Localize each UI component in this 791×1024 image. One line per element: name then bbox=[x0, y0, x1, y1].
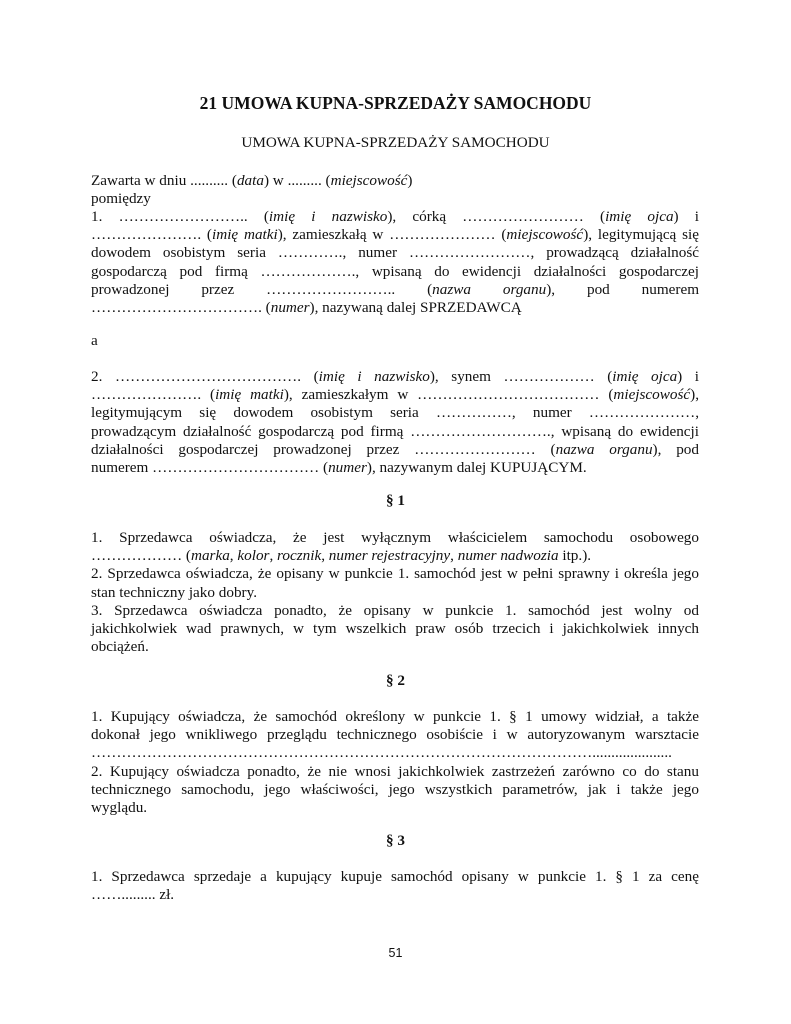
section-2-p2-line-1: 2. Kupujący oświadcza ponadto, że nie wnosi jakichkolwiek zastrzeżeń zarówno co do stanu bbox=[91, 762, 699, 780]
document-title: 21 UMOWA KUPNA-SPRZEDAŻY SAMOCHODU bbox=[199, 93, 592, 113]
section-1-p2-line-2: stan techniczny jako dobry. bbox=[91, 583, 258, 601]
section-2-p1-line-1: 1. Kupujący oświadcza, że samochód określony w punkcie 1. § 1 umowy widział, a także bbox=[91, 708, 699, 725]
section-3-p1-line-2: ……......... zł. bbox=[91, 886, 175, 904]
party-1-line-5: prowadzonej przez …………………….. (nazwa organu), pod numerem bbox=[91, 280, 700, 298]
intro-line-2: pomiędzy bbox=[91, 190, 151, 208]
section-2-p1-line-3: ………………………………………………………………………………………..................... bbox=[91, 744, 672, 762]
conjunction-text: a bbox=[91, 332, 98, 349]
section-2-p1-line-2: dokonał jego wnikliwego przeglądu technicznego osobiście i w autoryzowanym warsztacie bbox=[91, 726, 699, 744]
party-1-block bbox=[91, 208, 699, 317]
party-1-line-1: 1. …………………….. (imię i nazwisko), córką …………………… (imię ojca) i bbox=[91, 208, 700, 225]
section-1-p3-line-3: obciążeń. bbox=[91, 638, 149, 656]
section-3-heading: § 3 bbox=[386, 832, 405, 849]
page-number: 51 bbox=[388, 946, 403, 960]
party-2-line-1: 2. ………………………………. (imię i nazwisko), synem ……………… (imię ojca) i bbox=[91, 368, 700, 385]
conjunction bbox=[91, 332, 699, 350]
section-1-block bbox=[91, 529, 699, 656]
section-2-block bbox=[91, 708, 699, 817]
party-1-line-3: dowodem osobistym seria …………., numer ……………………, prowadzącą działalność bbox=[91, 244, 699, 262]
party-2-block bbox=[91, 368, 699, 477]
section-1-p1-line-1: 1. Sprzedawca oświadcza, że jest wyłącznym właścicielem samochodu osobowego bbox=[91, 529, 699, 546]
section-1-p3-line-1: 3. Sprzedawca oświadcza ponadto, że opisany w punkcie 1. samochód jest wolny od bbox=[91, 601, 699, 619]
party-2-line-3: legitymującym się dowodem osobistym seria ……………, numer …………………, bbox=[91, 404, 699, 422]
section-2-p2-line-3: wyglądu. bbox=[91, 798, 148, 816]
party-2-line-2: …………………. (imię matki), zamieszkałym w ……………………………… (miejscowość), bbox=[91, 386, 700, 404]
section-3-block bbox=[91, 868, 699, 904]
intro-block bbox=[91, 172, 699, 208]
party-2-line-5: działalności gospodarczej prowadzonej przez …………………… (nazwa organu), pod bbox=[91, 440, 699, 458]
intro-line-1: Zawarta w dniu .......... (data) w ......... (miejscowość) bbox=[91, 172, 413, 189]
section-1-p1-line-2: ……………… (marka, kolor, rocznik, numer rejestracyjny, numer nadwozia itp.). bbox=[91, 547, 592, 565]
section-2-heading: § 2 bbox=[386, 672, 405, 689]
section-1-p2-line-1: 2. Sprzedawca oświadcza, że opisany w punkcie 1. samochód jest w pełni sprawny i określa jego bbox=[91, 565, 699, 583]
party-1-line-6: ……………………………. (numer), nazywaną dalej SPRZEDAWCĄ bbox=[91, 298, 522, 316]
party-1-line-2: …………………. (imię matki), zamieszkałą w ………………… (miejscowość), legitymującą się bbox=[91, 226, 699, 244]
party-2-line-6: numerem …………………………… (numer), nazywanym dalej KUPUJĄCYM. bbox=[91, 458, 587, 476]
document-subtitle: UMOWA KUPNA-SPRZEDAŻY SAMOCHODU bbox=[241, 134, 550, 151]
section-1-p3-line-2: jakichkolwiek wad prawnych, w tym wszelkich praw osób trzecich i jakichkolwiek innych bbox=[91, 619, 699, 637]
party-2-line-4: prowadzącym działalność gospodarczą pod firmą ………………………., wpisaną do ewidencji bbox=[91, 422, 699, 440]
section-1-heading: § 1 bbox=[386, 492, 405, 509]
section-3-p1-line-1: 1. Sprzedawca sprzedaje a kupujący kupuje samochód opisany w punkcie 1. § 1 za cenę bbox=[91, 868, 699, 885]
section-2-p2-line-2: technicznego samochodu, jego właściwości, jego wszystkich parametrów, jak i także jego bbox=[91, 780, 699, 798]
party-1-line-4: gospodarczą pod firmą ………………., wpisaną do ewidencji działalności gospodarczej bbox=[91, 262, 699, 280]
